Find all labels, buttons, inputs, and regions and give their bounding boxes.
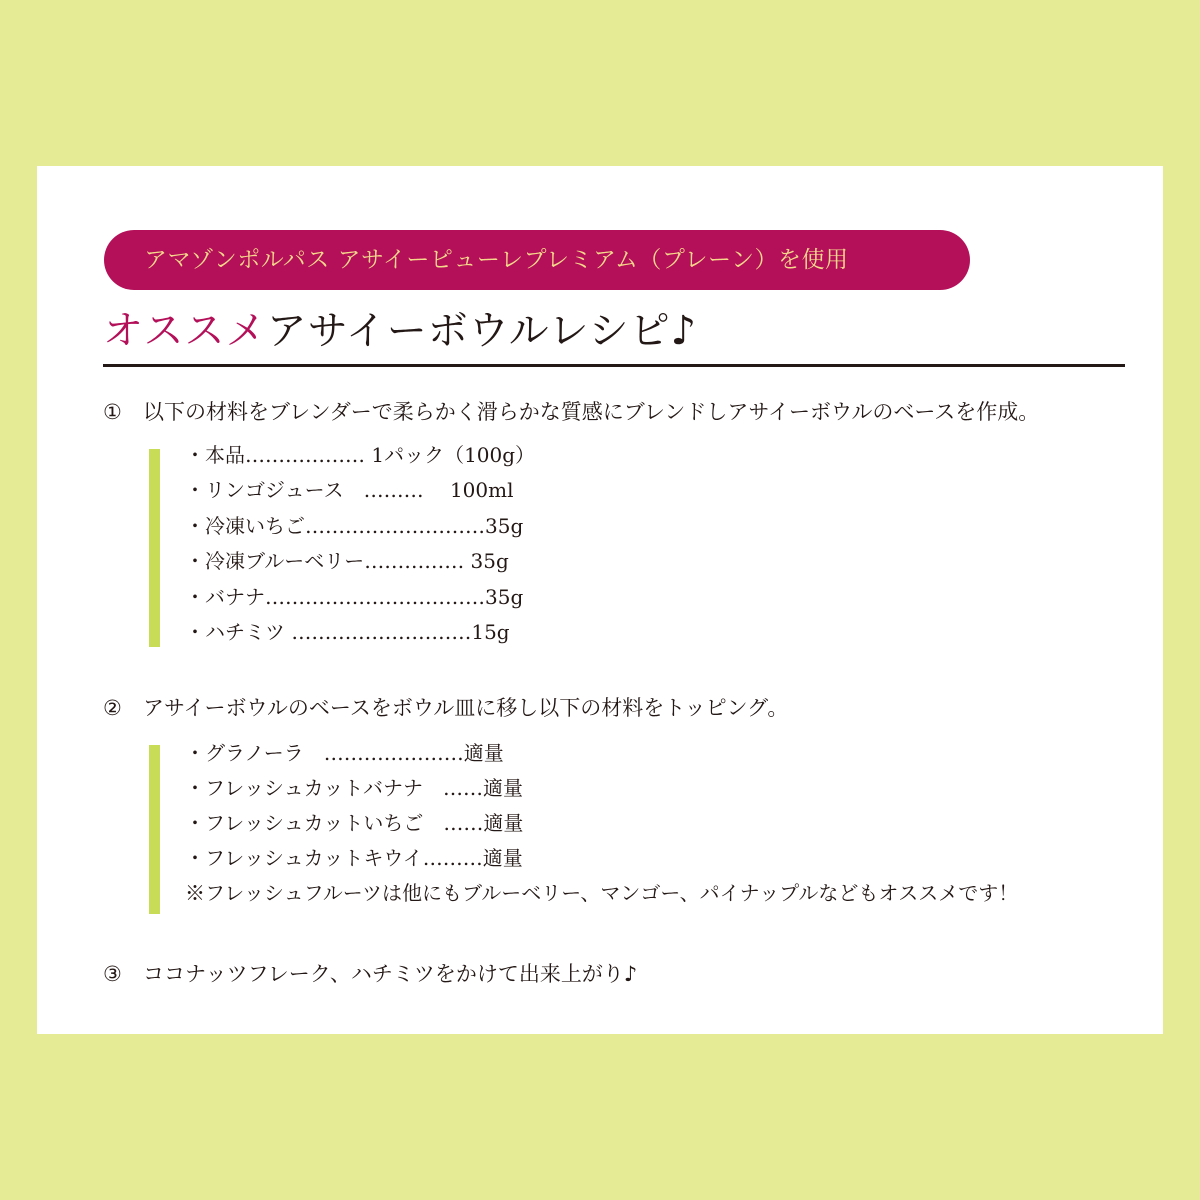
list-item: ・バナナ……………………………35g (185, 584, 524, 609)
step-text: 以下の材料をブレンダーで柔らかく滑らかな質感にブレンドしアサイーボウルのベースを作成。 (143, 400, 1040, 424)
title-accent: オススメ (103, 308, 267, 354)
list-item: ・本品……………… 1パック（100g） (185, 443, 536, 467)
step-number: ③ (103, 962, 122, 986)
list-item: ・冷凍いちご………………………35g (185, 513, 524, 538)
list-item: ・フレッシュカットキウイ………適量 (185, 846, 523, 870)
step-1 (103, 394, 1039, 430)
step-3 (103, 956, 637, 992)
title-underline (103, 364, 1125, 367)
title-rest: アサイーボウルレシピ♪ (266, 308, 698, 354)
product-banner: アマゾンポルパス アサイーピューレプレミアム（プレーン）を使用 (104, 230, 970, 290)
step-text: ココナッツフレーク、ハチミツをかけて出来上がり♪ (143, 962, 638, 986)
list-item: ・ハチミツ ………………………15g (185, 619, 510, 644)
ingredients-accent-bar (149, 449, 160, 647)
step-number: ① (103, 400, 122, 424)
list-item: ・フレッシュカットいちご ……適量 (185, 811, 524, 835)
ingredient-list (185, 438, 535, 650)
step-number: ② (103, 696, 122, 720)
toppings-accent-bar (149, 745, 160, 914)
recipe-card (37, 166, 1163, 1034)
list-item: ・グラノーラ …………………適量 (185, 741, 504, 765)
step-2 (103, 690, 788, 726)
list-item: ・冷凍ブルーベリー…………… 35g (185, 549, 509, 574)
step-text: アサイーボウルのベースをボウル皿に移し以下の材料をトッピング。 (143, 696, 789, 720)
topping-note: ※フレッシュフルーツは他にもブルーベリー、マンゴー、パイナップルなどもオススメです！ (185, 881, 1019, 905)
recipe-title (103, 298, 697, 364)
topping-list (185, 736, 1018, 911)
list-item: ・リンゴジュース ……… 100ml (185, 478, 514, 503)
list-item: ・フレッシュカットバナナ ……適量 (185, 776, 523, 800)
